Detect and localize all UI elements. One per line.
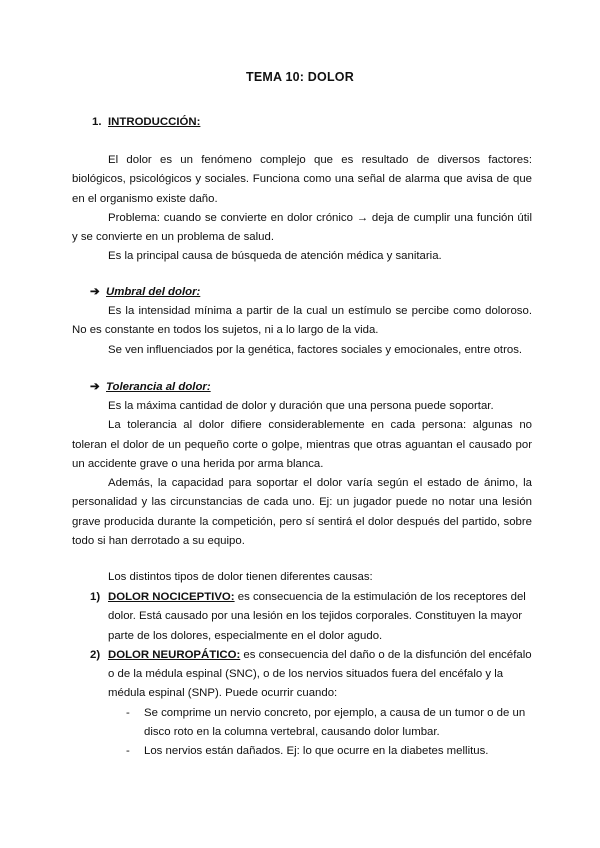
list-item-text: es consecuencia del daño o de la disfunción del encéfalo o de la médula espinal (SNC), o de los nervios situados fuera del encéfalo y la médula espinal (SNP). Puede ocurrir cuando: [108, 648, 532, 700]
umbral-block [72, 302, 532, 360]
section-heading-introduccion [92, 116, 200, 128]
intro-paragraph: Problema: cuando se convierte en dolor crónico → deja de cumplir una función útil y se convierte en un problema de salud. [72, 211, 532, 244]
list-item-heading: DOLOR NEUROPÁTICO: [108, 648, 241, 661]
section-number: 1. [92, 116, 102, 128]
list-item [90, 588, 532, 646]
section-heading-text: INTRODUCCIÓN: [108, 116, 201, 128]
tipos-intro-block [72, 568, 532, 587]
list-item [90, 646, 532, 704]
intro-block [72, 151, 532, 267]
tolerancia-paragraph: La tolerancia al dolor difiere considerablemente en cada persona: algunas no toleran el dolor de un pequeño corte o golpe, mientras que otras aguantan el causado por un accidente grave o una herida por arma blanca. [72, 419, 532, 470]
subheading-text: Umbral del dolor: [106, 286, 201, 298]
list-item-text: es consecuencia de la estimulación de los receptores del dolor. Está causado por una lesión en los tejidos corporales. Constituyen la mayor parte de los dolores, especialmente en el dolor agudo. [108, 591, 526, 642]
tolerancia-paragraph: Es la máxima cantidad de dolor y duración que una persona puede soportar. [108, 400, 494, 412]
sub-list-item [90, 704, 532, 743]
arrow-icon: ➔ [90, 381, 100, 393]
subheading-tolerancia [90, 378, 211, 397]
sub-list-item-text: Se comprime un nervio concreto, por ejemplo, a causa de un tumor o de un disco roto en la columna vertebral, causando dolor lumbar. [144, 706, 526, 739]
umbral-paragraph: Se ven influenciados por la genética, factores sociales y emocionales, entre otros. [108, 343, 523, 356]
sub-list-item-text: Los nervios están dañados. Ej: lo que ocurre en la diabetes mellitus. [144, 745, 489, 758]
arrow-icon: ➔ [90, 286, 100, 298]
intro-paragraph: Es la principal causa de búsqueda de atención médica y sanitaria. [108, 250, 442, 263]
tipos-list [90, 588, 532, 762]
list-item-heading: DOLOR NOCICEPTIVO: [108, 591, 235, 603]
sub-list-item [90, 742, 532, 761]
page-title: TEMA 10: DOLOR [246, 70, 354, 84]
dash-marker: - [126, 745, 130, 758]
tolerancia-block [72, 397, 532, 551]
subheading-text: Tolerancia al dolor: [106, 381, 211, 393]
tipos-intro: Los distintos tipos de dolor tienen diferentes causas: [108, 571, 373, 583]
dash-marker: - [126, 706, 130, 719]
intro-paragraph: El dolor es un fenómeno complejo que es resultado de diversos factores: biológicos, psicológicos y sociales. Funciona como una señal de alarma que avisa de que en el organismo existe daño. [72, 154, 532, 205]
umbral-paragraph: Es la intensidad mínima a partir de la cual un estímulo se percibe como doloroso. No es constante en todos los sujetos, ni a lo largo de la vida. [72, 305, 532, 337]
list-marker: 1) [90, 591, 101, 603]
list-marker: 2) [90, 648, 101, 661]
tolerancia-paragraph: Además, la capacidad para soportar el dolor varía según el estado de ánimo, la personalidad y las circunstancias de cada uno. Ej: un jugador puede no notar una lesión grave producida durante la competición, pero sí sentirá el dolor después del partido, sobre todo si han derrotado a su equipo. [72, 477, 532, 548]
subheading-umbral [90, 283, 200, 302]
